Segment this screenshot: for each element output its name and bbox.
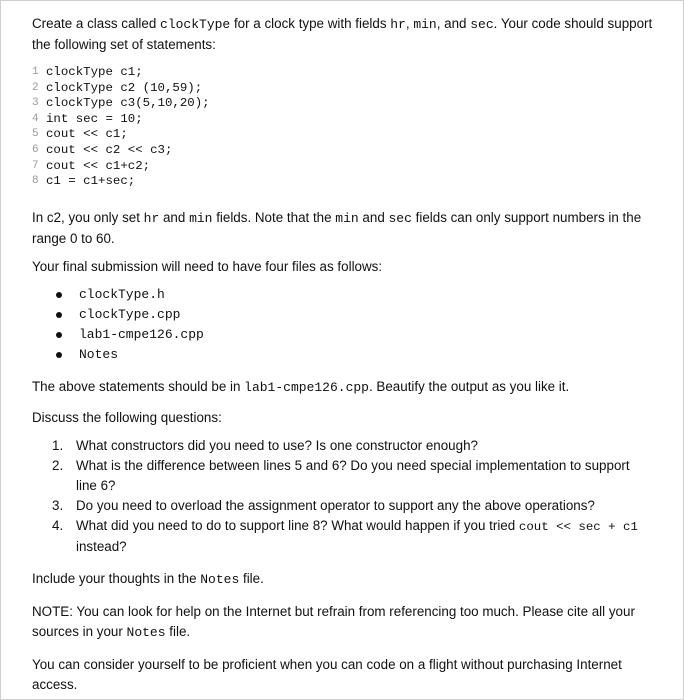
code-min: min xyxy=(413,17,437,32)
code-min: min xyxy=(335,210,359,226)
include-text: file. xyxy=(239,570,264,586)
line-code: cout << c1+c2; xyxy=(46,158,151,173)
line-code: clockType c3(5,10,20); xyxy=(46,96,210,111)
line-number: 3 xyxy=(32,97,39,110)
intro-paragraph xyxy=(32,14,662,55)
list-item xyxy=(32,285,662,305)
code-line xyxy=(32,96,662,112)
note-text: In c2, you only set xyxy=(32,209,144,225)
code-expression: cout << sec + c1 xyxy=(518,519,638,534)
note-text: and xyxy=(358,209,389,225)
question-text-part: What did you need to do to support line 8? What would happen if you tried xyxy=(76,517,519,533)
question-text: Do you need to overload the assignment operator to support any the above operations? xyxy=(76,497,595,513)
code-min: min xyxy=(189,210,213,226)
code-filename: lab1-cmpe126.cpp xyxy=(244,379,369,395)
line-code: cout << c1; xyxy=(46,127,128,142)
intro-text: , xyxy=(405,16,414,31)
code-clocktype: clockType xyxy=(160,17,231,32)
above-text: The above statements should be in xyxy=(32,378,245,394)
line-number: 5 xyxy=(32,128,39,141)
question-number: 4. xyxy=(52,517,64,533)
note-text: fields can only support numbers in the range 0 to 60. xyxy=(32,209,642,246)
question-item xyxy=(32,516,662,557)
above-text: . Beautify the output as you like it. xyxy=(368,378,570,394)
note-text: NOTE: You can look for help on the Internet but refrain from referencing too much. Please cite all your sources in your xyxy=(32,603,635,639)
question-text-part: instead? xyxy=(76,538,127,554)
code-line xyxy=(32,127,662,143)
line-number: 1 xyxy=(32,66,39,78)
code-hr: hr xyxy=(390,17,406,32)
list-item xyxy=(32,325,662,345)
question-item xyxy=(32,496,662,516)
code-line xyxy=(32,112,662,128)
discuss-heading: Discuss the following questions: xyxy=(32,409,222,425)
file-name: clockType.cpp xyxy=(79,307,181,323)
question-item xyxy=(32,436,662,456)
intro-text: Create a class called xyxy=(32,16,161,31)
line-number: 8 xyxy=(32,175,39,188)
question-item xyxy=(32,456,662,496)
code-line xyxy=(32,174,662,190)
bullet-icon xyxy=(56,352,62,358)
note-text: file. xyxy=(165,623,191,639)
code-line xyxy=(32,81,662,97)
line-code: cout << c2 << c3; xyxy=(46,142,173,157)
note-paragraph xyxy=(32,602,662,643)
line-number: 4 xyxy=(32,112,39,125)
line-number: 2 xyxy=(32,81,39,94)
code-listing xyxy=(32,65,662,190)
code-line xyxy=(32,159,662,175)
question-number: 3. xyxy=(52,497,64,513)
code-hr: hr xyxy=(143,210,160,226)
list-item xyxy=(32,345,662,365)
document-page xyxy=(32,12,662,695)
code-notes: Notes xyxy=(126,624,166,640)
note-text: and xyxy=(159,209,190,225)
code-line xyxy=(32,143,662,159)
line-number: 7 xyxy=(32,159,39,172)
code-notes: Notes xyxy=(200,571,240,587)
code-sec: sec xyxy=(388,210,412,226)
above-statements-paragraph xyxy=(32,377,662,398)
file-name: Notes xyxy=(79,347,119,363)
file-name: clockType.h xyxy=(79,287,165,303)
line-code: c1 = c1+sec; xyxy=(46,174,136,189)
list-item xyxy=(32,305,662,325)
proficient-paragraph: You can consider yourself to be proficient when you can code on a flight without purchasing Internet access. xyxy=(32,656,622,692)
question-number: 1. xyxy=(52,437,64,453)
intro-text: for a clock type with fields xyxy=(230,16,391,31)
intro-text: . Your code should support the following set of statements: xyxy=(32,16,653,52)
line-code: int sec = 10; xyxy=(46,111,143,126)
question-text: What is the difference between lines 5 and 6? Do you need special implementation to support line 6? xyxy=(76,457,630,493)
include-text: Include your thoughts in the xyxy=(32,570,201,586)
intro-text: , and xyxy=(436,16,471,31)
bullet-icon xyxy=(56,292,62,298)
code-sec: sec xyxy=(470,17,494,32)
line-code: clockType c1; xyxy=(46,65,143,79)
file-list xyxy=(32,285,662,365)
question-list xyxy=(32,436,662,557)
question-number: 2. xyxy=(52,457,64,473)
bullet-icon xyxy=(56,312,62,318)
code-line xyxy=(32,65,662,81)
note-text: fields. Note that the xyxy=(212,209,336,225)
final-submission-paragraph: Your final submission will need to have four files as follows: xyxy=(32,258,383,274)
question-text: What constructors did you need to use? Is one constructor enough? xyxy=(76,437,478,453)
question-text xyxy=(76,516,648,557)
include-paragraph xyxy=(32,569,662,590)
file-name: lab1-cmpe126.cpp xyxy=(79,327,204,343)
bullet-icon xyxy=(56,332,62,338)
line-number: 6 xyxy=(32,143,39,156)
c2-note-paragraph xyxy=(32,208,662,249)
line-code: clockType c2 (10,59); xyxy=(46,80,203,95)
